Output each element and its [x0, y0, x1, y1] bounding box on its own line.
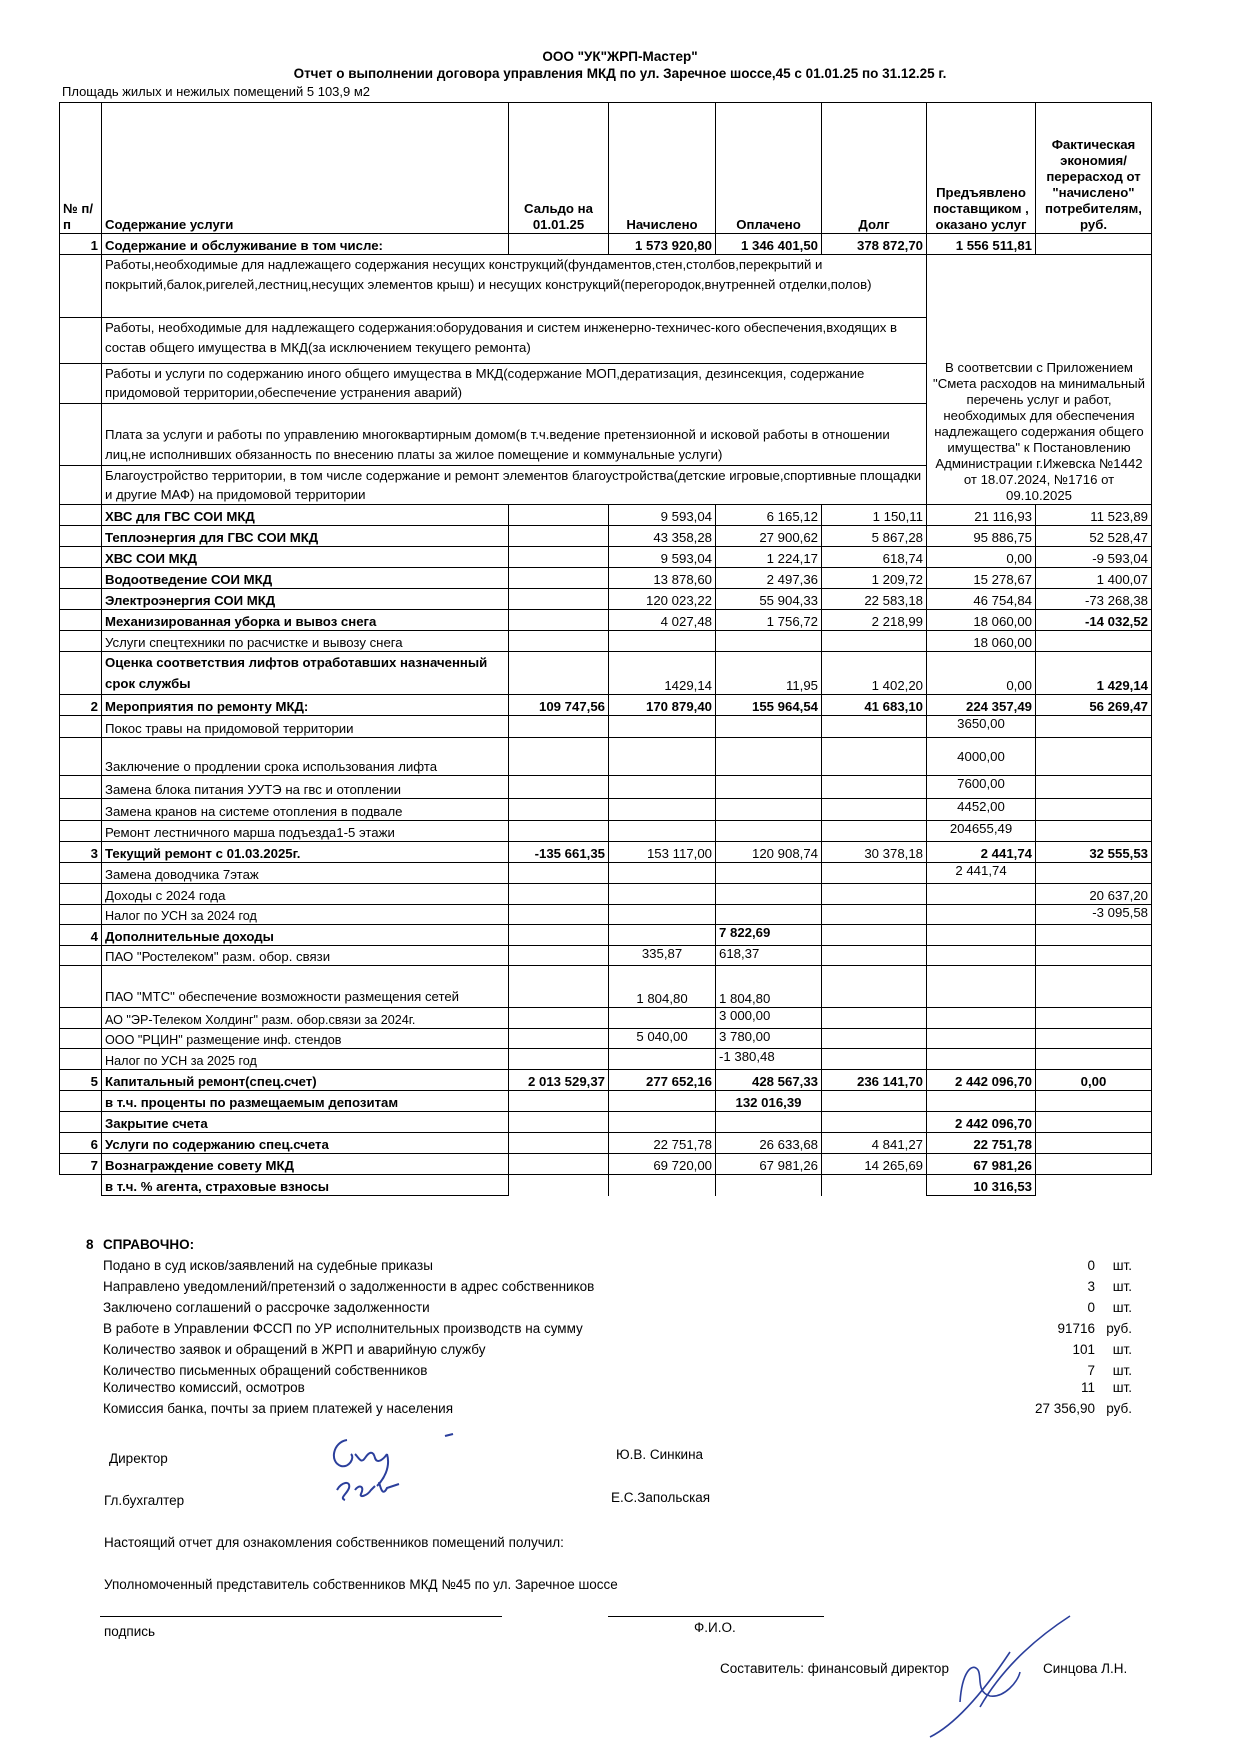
ref-unit: шт.	[1112, 1342, 1132, 1357]
row-economy: -14 032,52	[1036, 610, 1152, 631]
director-name: Ю.В. Синкина	[616, 1447, 704, 1462]
section-4-row	[60, 925, 1152, 946]
row-charged: 1429,14	[609, 652, 716, 695]
ref-label: В работе в Управлении ФССП по УР исполнительных производств на сумму	[103, 1321, 583, 1336]
row-name: ХВС для ГВС СОИ МКД	[102, 505, 509, 526]
accountant-name: Е.С.Запольская	[611, 1490, 711, 1505]
row-paid: 27 900,62	[716, 526, 822, 547]
received-label: Настоящий отчет для ознакомления собственников помещений получил:	[104, 1535, 564, 1550]
row-saldo: 2 013 529,37	[509, 1070, 609, 1091]
section-2-row	[60, 695, 1152, 716]
row-charged: 22 751,78	[609, 1133, 716, 1154]
row-paid: -1 380,48	[716, 1049, 822, 1070]
ref-value: 0	[1087, 1258, 1095, 1273]
row-presented: 3650,00	[927, 716, 1036, 738]
row-name: Услуги по содержанию спец.счета	[102, 1133, 509, 1154]
row-debt: 236 141,70	[822, 1070, 927, 1091]
row-debt: 14 265,69	[822, 1154, 927, 1175]
repair-row	[60, 738, 1152, 776]
row-charged: 5 040,00	[609, 1029, 716, 1049]
tax-row	[60, 905, 1152, 925]
row-charged: 9 593,04	[609, 505, 716, 526]
company-name: ООО "УК"ЖРП-Мастер"	[542, 49, 698, 64]
signature-line	[100, 1616, 502, 1617]
row-economy: -9 593,04	[1036, 547, 1152, 568]
row-presented: 46 754,84	[927, 589, 1036, 610]
work-text: Работы, необходимые для надлежащего содержания:оборудования и систем инженерно-техничес-кого обеспечения,входящих в состав общего имущества в МКД(за исключением текущего ремонта)	[102, 318, 927, 364]
row-name: Заключение о продлении срока использования лифта	[102, 738, 509, 776]
ref-num: 8	[86, 1237, 94, 1252]
ref-value: 91716	[1057, 1321, 1095, 1336]
work-row	[60, 255, 1152, 318]
row-name: Мероприятия по ремонту МКД:	[102, 695, 509, 716]
row-economy: 20 637,20	[1036, 884, 1152, 905]
row-charged: 277 652,16	[609, 1070, 716, 1091]
row-name: ПАО "МТС" обеспечение возможности размещения сетей	[102, 966, 509, 1008]
fio-line	[608, 1616, 824, 1617]
compiler-label: Составитель: финансовый директор	[720, 1661, 949, 1676]
ref-label: Количество заявок и обращений в ЖРП и аварийную службу	[103, 1342, 486, 1357]
ref-value: 27 356,90	[1034, 1401, 1095, 1416]
row-debt: 618,74	[822, 547, 927, 568]
row-presented: 10 316,53	[927, 1175, 1036, 1196]
repair-row	[60, 821, 1152, 842]
ref-unit: шт.	[1112, 1363, 1132, 1378]
row-economy: 11 523,89	[1036, 505, 1152, 526]
row-charged: 9 593,04	[609, 547, 716, 568]
ref-value: 101	[1072, 1342, 1095, 1357]
ref-item	[103, 1321, 1135, 1336]
area-info: Площадь жилых и нежилых помещений 5 103,9 м2	[62, 84, 371, 99]
utility-row	[60, 505, 1152, 526]
row-name: Ремонт лестничного марша подъезда1-5 этажи	[102, 821, 509, 842]
section-7-row	[60, 1154, 1152, 1175]
row-paid: 2 497,36	[716, 568, 822, 589]
ref-item	[103, 1363, 1135, 1378]
row-debt: 4 841,27	[822, 1133, 927, 1154]
ref-value: 11	[1080, 1380, 1095, 1395]
row-name: Услуги спецтехники по расчистке и вывозу снега	[102, 631, 509, 652]
row-debt: 2 218,99	[822, 610, 927, 631]
row-debt: 378 872,70	[822, 234, 927, 255]
work-text: Благоустройство территории, в том числе содержание и ремонт элементов благоустройства(детские игровые,спортивные площадки и другие МАФ) на придомовой территории	[102, 466, 927, 505]
row-charged: 120 023,22	[609, 589, 716, 610]
row-debt: 41 683,10	[822, 695, 927, 716]
compiler-signature-icon	[920, 1612, 1080, 1752]
ref-unit: руб.	[1106, 1401, 1132, 1416]
row-presented: 204655,49	[927, 821, 1036, 842]
row-num: 6	[60, 1133, 102, 1154]
ref-unit: шт.	[1112, 1300, 1132, 1315]
row-name: Электроэнергия СОИ МКД	[102, 589, 509, 610]
ref-item	[103, 1279, 1135, 1294]
row-presented: 4452,00	[927, 799, 1036, 821]
row-name: Теплоэнергия для ГВС СОИ МКД	[102, 526, 509, 547]
repair-row	[60, 799, 1152, 821]
ref-label: Количество письменных обращений собственников	[103, 1363, 428, 1378]
repair-row	[60, 716, 1152, 738]
row-paid: 55 904,33	[716, 589, 822, 610]
section-1-row	[60, 234, 1152, 255]
row-name: Текущий ремонт с 01.03.2025г.	[102, 842, 509, 863]
section-5-row	[60, 1070, 1152, 1091]
ref-value: 3	[1087, 1279, 1095, 1294]
row-presented: 2 442 096,70	[927, 1070, 1036, 1091]
col-economy: Фактическая экономия/перерасход от "начислено" потребителям, руб.	[1036, 103, 1152, 234]
row-paid: 67 981,26	[716, 1154, 822, 1175]
row-name: ХВС СОИ МКД	[102, 547, 509, 568]
row-paid: 1 224,17	[716, 547, 822, 568]
row-debt: 22 583,18	[822, 589, 927, 610]
row-num: 1	[60, 234, 102, 255]
repair-row	[60, 863, 1152, 884]
utility-row	[60, 589, 1152, 610]
director-signature-icon	[325, 1428, 465, 1508]
row-economy: 32 555,53	[1036, 842, 1152, 863]
row-economy: 1 400,07	[1036, 568, 1152, 589]
income-row	[60, 1008, 1152, 1029]
income-row	[60, 884, 1152, 905]
row-name: Замена блока питания УУТЭ на гвс и отоплении	[102, 776, 509, 799]
row-num: 4	[60, 925, 102, 946]
row-name: Замена кранов на системе отопления в подвале	[102, 799, 509, 821]
income-row	[60, 966, 1152, 1008]
col-service: Содержание услуги	[102, 103, 509, 234]
row-name: Капитальный ремонт(спец.счет)	[102, 1070, 509, 1091]
row-saldo: 109 747,56	[509, 695, 609, 716]
col-paid: Оплачено	[716, 103, 822, 234]
accountant-label: Гл.бухгалтер	[104, 1493, 185, 1508]
ref-unit: шт.	[1112, 1380, 1132, 1395]
row-charged: 335,87	[609, 946, 716, 966]
row-presented: 22 751,78	[927, 1133, 1036, 1154]
col-charged: Начислено	[609, 103, 716, 234]
ref-item	[103, 1401, 1135, 1416]
ref-label: Комиссия банка, почты за прием платежей у населения	[103, 1401, 454, 1416]
row-name: Закрытие счета	[102, 1112, 509, 1133]
snow-row	[60, 631, 1152, 652]
row-paid: 3 780,00	[716, 1029, 822, 1049]
ref-unit: руб.	[1106, 1321, 1132, 1336]
row-num: 7	[60, 1154, 102, 1175]
row-debt: 1 150,11	[822, 505, 927, 526]
row-name: Налог по УСН за 2024 год	[102, 905, 509, 925]
row-presented: 2 441,74	[927, 863, 1036, 884]
section-3-row	[60, 842, 1152, 863]
row-presented: 21 116,93	[927, 505, 1036, 526]
row-debt: 30 378,18	[822, 842, 927, 863]
row-presented: 2 442 096,70	[927, 1112, 1036, 1133]
interest-row	[60, 1091, 1152, 1112]
col-saldo: Сальдо на 01.01.25	[509, 103, 609, 234]
row-paid: 1 346 401,50	[716, 234, 822, 255]
row-presented: 18 060,00	[927, 610, 1036, 631]
agent-row	[60, 1175, 1152, 1196]
fio-label: Ф.И.О.	[694, 1620, 736, 1635]
utility-row	[60, 526, 1152, 547]
row-charged: 69 720,00	[609, 1154, 716, 1175]
row-charged: 13 878,60	[609, 568, 716, 589]
row-name: ПАО "Ростелеком" разм. обор. связи	[102, 946, 509, 966]
row-name: Водоотведение СОИ МКД	[102, 568, 509, 589]
row-charged: 170 879,40	[609, 695, 716, 716]
ref-unit: шт.	[1112, 1279, 1132, 1294]
col-num: № п/п	[60, 103, 102, 234]
row-economy: 0,00	[1036, 1070, 1152, 1091]
row-name: Содержание и обслуживание в том числе:	[102, 234, 509, 255]
work-text: Работы и услуги по содержанию иного общего имущества в МКД(содержание МОП,дератизация, дезинсекция, содержание придомовой территории,обеспечение устранения аварий)	[102, 364, 927, 404]
lift-row	[60, 652, 1152, 695]
row-paid: 7 822,69	[716, 925, 822, 946]
row-charged: 1 804,80	[609, 966, 716, 1008]
ref-value: 0	[1087, 1300, 1095, 1315]
ref-item	[103, 1342, 1135, 1357]
row-economy: 52 528,47	[1036, 526, 1152, 547]
row-charged: 1 573 920,80	[609, 234, 716, 255]
row-paid: 26 633,68	[716, 1133, 822, 1154]
row-charged: 4 027,48	[609, 610, 716, 631]
sign-label: подпись	[104, 1624, 156, 1639]
row-paid: 6 165,12	[716, 505, 822, 526]
ref-label: Подано в суд исков/заявлений на судебные приказы	[103, 1258, 433, 1273]
row-num: 2	[60, 695, 102, 716]
row-name: в т.ч. проценты по размещаемым депозитам	[102, 1091, 509, 1112]
utility-row	[60, 568, 1152, 589]
income-row	[60, 1029, 1152, 1049]
row-presented: 95 886,75	[927, 526, 1036, 547]
row-presented: 18 060,00	[927, 631, 1036, 652]
ref-item	[103, 1380, 1135, 1395]
row-paid: 1 756,72	[716, 610, 822, 631]
row-name: Вознаграждение совету МКД	[102, 1154, 509, 1175]
row-paid: 11,95	[716, 652, 822, 695]
work-text: Работы,необходимые для надлежащего содержания несущих конструкций(фундаментов,стен,столбов,перекрытий и покрытий,балок,ригелей,лестниц,несущих элементов крыш) и несущих конструкций(перегородок,внутренней отделки,полов)	[102, 255, 927, 318]
row-economy: -3 095,58	[1036, 905, 1152, 925]
row-debt: 1 209,72	[822, 568, 927, 589]
row-name: Налог по УСН за 2025 год	[102, 1049, 509, 1070]
row-paid: 155 964,54	[716, 695, 822, 716]
ref-title: СПРАВОЧНО:	[103, 1237, 195, 1252]
row-presented: 67 981,26	[927, 1154, 1036, 1175]
row-presented: 1 556 511,81	[927, 234, 1036, 255]
row-saldo: -135 661,35	[509, 842, 609, 863]
report-table	[59, 102, 1152, 1196]
utility-row	[60, 610, 1152, 631]
row-charged	[609, 1049, 716, 1070]
row-paid: 132 016,39	[716, 1091, 822, 1112]
row-economy: 56 269,47	[1036, 695, 1152, 716]
closing-row	[60, 1112, 1152, 1133]
row-debt: 5 867,28	[822, 526, 927, 547]
row-presented: 0,00	[927, 652, 1036, 695]
representative-label: Уполномоченный представитель собственников МКД №45 по ул. Заречное шоссе	[104, 1577, 618, 1592]
row-paid: 3 000,00	[716, 1008, 822, 1029]
ref-label: Количество комиссий, осмотров	[103, 1380, 305, 1395]
row-name: Дополнительные доходы	[102, 925, 509, 946]
col-presented: Предъявлено поставщиком , оказано услуг	[927, 103, 1036, 234]
row-presented: 2 441,74	[927, 842, 1036, 863]
row-name: Замена доводчика 7этаж	[102, 863, 509, 884]
row-name: Оценка соответствия лифтов отработавших назначенный срок службы	[102, 652, 509, 695]
row-debt: 1 402,20	[822, 652, 927, 695]
income-row	[60, 946, 1152, 966]
row-name: в т.ч. % агента, страховые взносы	[102, 1175, 509, 1196]
row-charged: 153 117,00	[609, 842, 716, 863]
ref-item	[103, 1300, 1135, 1315]
table-header	[60, 103, 1152, 234]
row-presented: 15 278,67	[927, 568, 1036, 589]
row-name: АО "ЭР-Телеком Холдинг" разм. обор.связи за 2024г.	[102, 1008, 509, 1029]
row-paid: 120 908,74	[716, 842, 822, 863]
row-economy: 1 429,14	[1036, 652, 1152, 695]
row-paid: 618,37	[716, 946, 822, 966]
row-num: 5	[60, 1070, 102, 1091]
tax-row	[60, 1049, 1152, 1070]
row-name: ООО "РЦИН" размещение инф. стендов	[102, 1029, 509, 1049]
row-name: Доходы с 2024 года	[102, 884, 509, 905]
director-label: Директор	[109, 1451, 168, 1466]
regulation-note: В соответсвии с Приложением "Смета расходов на минимальный перечень услуг и работ, необходимых для обеспечения надлежащего содержания общего имущества" к Постановлению Администрации г.Ижевска №1442 от 18.07.2024, №1716 от 09.10.2025	[927, 255, 1152, 505]
ref-label: Направлено уведомлений/претензий о задолженности в адрес собственников	[103, 1279, 595, 1294]
section-6-row	[60, 1133, 1152, 1154]
row-presented: 0,00	[927, 547, 1036, 568]
row-charged	[609, 1008, 716, 1029]
row-name: Покос травы на придомовой территории	[102, 716, 509, 738]
row-presented: 224 357,49	[927, 695, 1036, 716]
compiler-name: Синцова Л.Н.	[1043, 1661, 1128, 1676]
row-presented: 7600,00	[927, 776, 1036, 799]
row-presented: 4000,00	[927, 738, 1036, 776]
row-name: Механизированная уборка и вывоз снега	[102, 610, 509, 631]
ref-label: Заключено соглашений о рассрочке задолженности	[103, 1300, 430, 1315]
ref-unit: шт.	[1112, 1258, 1132, 1273]
row-charged: 43 358,28	[609, 526, 716, 547]
row-num: 3	[60, 842, 102, 863]
repair-row	[60, 776, 1152, 799]
row-paid: 1 804,80	[716, 966, 822, 1008]
work-text: Плата за услуги и работы по управлению многоквартирным домом(в т.ч.ведение претензионной и исковой работы в отношении лиц,не исполнивших обязанность по внесению платы за жилое помещение и коммунальные услуги)	[102, 404, 927, 466]
report-title: Отчет о выполнении договора управления МКД по ул. Заречное шоссе,45 с 01.01.25 по 31.12.25 г.	[293, 66, 947, 81]
ref-item	[103, 1258, 1135, 1273]
ref-value: 7	[1087, 1363, 1095, 1378]
row-paid: 428 567,33	[716, 1070, 822, 1091]
col-debt: Долг	[822, 103, 927, 234]
row-economy: -73 268,38	[1036, 589, 1152, 610]
utility-row	[60, 547, 1152, 568]
